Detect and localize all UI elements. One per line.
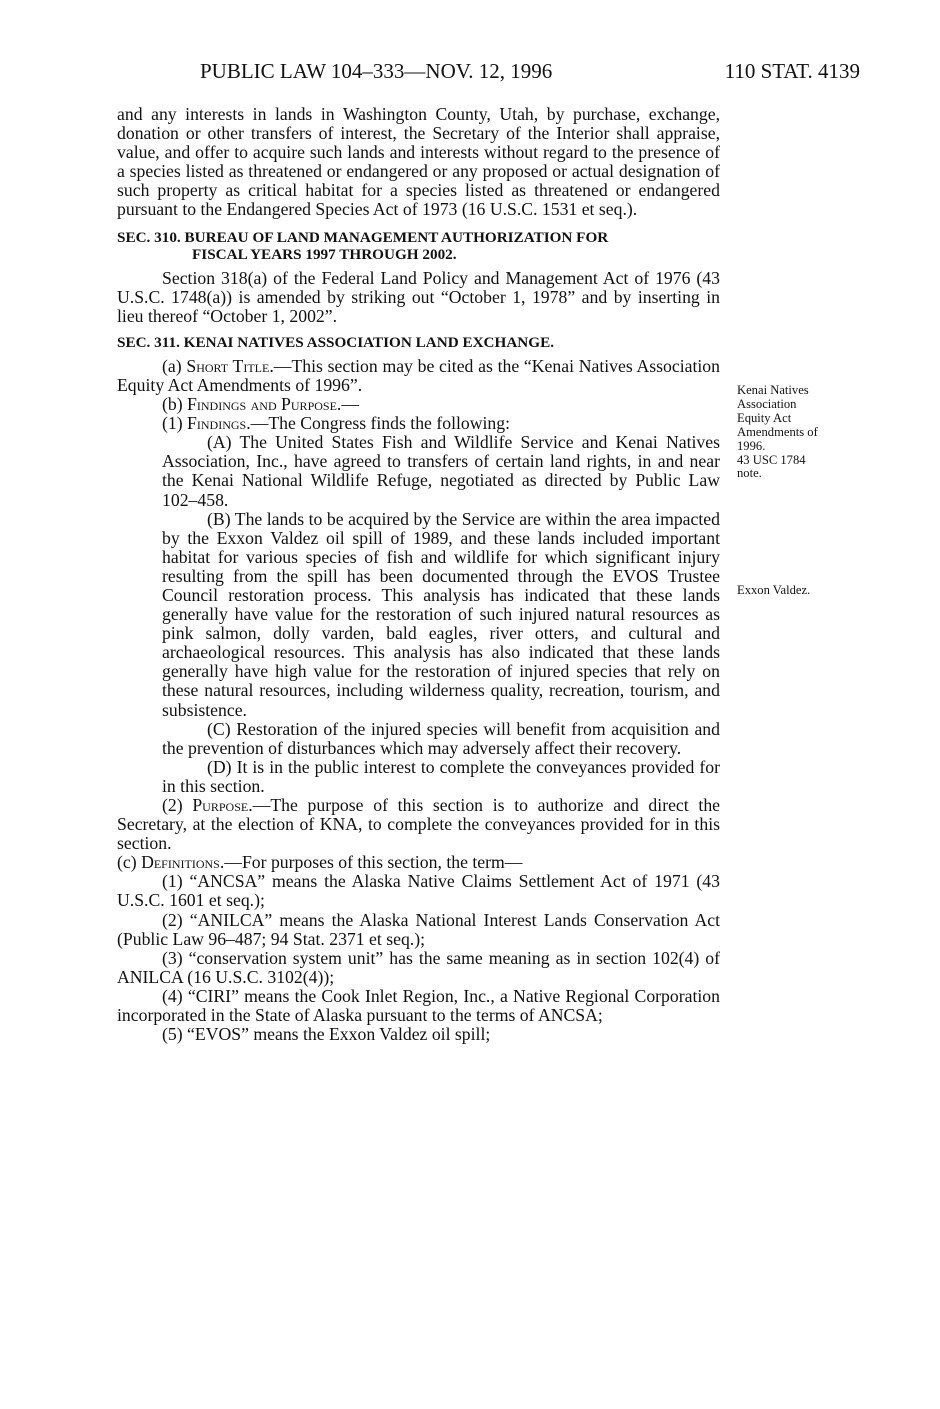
paragraph-b1 <box>117 414 720 433</box>
margin-note-line: note. <box>737 466 762 481</box>
section-310-text: Section 318(a) of the Federal Land Policy and Management Act of 1976 (43 U.S.C. 1748(a)) is amended by striking out “October 1, 1978” and by inserting in lieu thereof “October 1, 2002”. <box>117 267 720 326</box>
finding-B: (B) The lands to be acquired by the Service are within the area impacted by the Exxon Valdez oil spill of 1989, and these lands included important habitat for various species of fish and wildlife for which significant injury resulting from the spill has been documented through the EVOS Trustee Council restoration process. This analysis has indicated that these lands generally have value for the restoration of such injured natural resources as pink salmon, dolly varden, bald eagles, river otters, and cultural and archaeological resources. This analysis has also indicated that these lands generally have high value for the restoration of injured species that rely on these natural resources, including wilderness quality, recreation, tourism, and subsistence. <box>162 508 720 720</box>
section-310-heading <box>117 229 720 263</box>
margin-note-exxon <box>737 584 857 598</box>
paragraph-b2-label: Purpose <box>192 795 249 815</box>
margin-note-line: 43 USC 1784 <box>737 452 806 467</box>
subsection-b <box>117 395 720 414</box>
paragraph-b2-prefix: (2) <box>162 795 193 815</box>
subsection-c-prefix: (c) <box>117 852 142 873</box>
body-text <box>117 105 720 1044</box>
subsection-a-text: .—This section may be cited as the “Kenai Natives Association Equity Act Amendments of 1996”. <box>117 355 720 395</box>
margin-note-line: 1996. <box>737 438 766 453</box>
margin-note-short-title <box>737 384 857 481</box>
subsection-b-label: Findings and Purpose <box>187 394 337 415</box>
subsection-c-label: Definitions <box>141 852 220 873</box>
subsection-a <box>117 357 720 395</box>
running-head <box>200 56 860 86</box>
margin-note-line: Exxon Valdez. <box>737 583 811 597</box>
margin-note-line: Kenai Natives <box>737 383 809 397</box>
paragraph-b2 <box>117 796 720 853</box>
subsection-a-prefix: (a) <box>162 355 187 376</box>
section-311-heading: SEC. 311. KENAI NATIVES ASSOCIATION LAND EXCHANGE. <box>117 333 555 351</box>
statute-page-number: 110 STAT. 4139 <box>724 59 860 83</box>
paragraph-b1-label: Findings <box>187 413 247 434</box>
subsection-a-label: Short Title <box>186 355 270 376</box>
definition-1: (1) “ANCSA” means the Alaska Native Claims Settlement Act of 1971 (43 U.S.C. 1601 et seq.); <box>117 871 720 911</box>
paragraph-b1-prefix: (1) <box>162 413 188 434</box>
margin-note-line: Amendments of <box>737 424 818 439</box>
margin-note-line: Equity Act <box>737 410 792 425</box>
subsection-c <box>117 853 720 872</box>
subsection-b-text: .— <box>336 394 360 415</box>
finding-D: (D) It is in the public interest to complete the conveyances provided for in this section. <box>162 756 720 796</box>
definition-2: (2) “ANILCA” means the Alaska National Interest Lands Conservation Act (Public Law 96–487; 94 Stat. 2371 et seq.); <box>117 909 720 949</box>
paragraph-continuation: and any interests in lands in Washington County, Utah, by purchase, exchange, donation or other transfers of interest, the Secretary of the Interior shall appraise, value, and offer to acquire such lands and interests without regard to the presence of a species listed as threatened or endangered or any proposed or actual designation of such property as critical habitat for a species listed as threatened or endangered pursuant to the Endangered Species Act of 1973 (16 U.S.C. 1531 et seq.). <box>117 104 720 220</box>
margin-note-line: Association <box>737 396 797 411</box>
finding-C: (C) Restoration of the injured species will benefit from acquisition and the prevention of disturbances which may adversely affect their recovery. <box>162 718 720 758</box>
paragraph-b2-text: .—The purpose of this section is to authorize and direct the Secretary, at the election of KNA, to complete the conveyances provided for in this section. <box>117 795 721 854</box>
section-310-heading-line2: FISCAL YEARS 1997 THROUGH 2002. <box>192 245 457 263</box>
definition-4: (4) “CIRI” means the Cook Inlet Region, Inc., a Native Regional Corporation incorporated in the State of Alaska pursuant to the terms of ANCSA; <box>117 985 720 1026</box>
definition-5: (5) “EVOS” means the Exxon Valdez oil spill; <box>162 1024 491 1045</box>
paragraph-b1-text: .—The Congress finds the following: <box>246 413 511 434</box>
subsection-b-prefix: (b) <box>162 394 188 415</box>
finding-A: (A) The United States Fish and Wildlife Service and Kenai Natives Association, Inc., have agreed to transfers of certain land rights, in and near the Kenai National Wildlife Refuge, negotiated as directed by Public Law 102–458. <box>162 432 720 510</box>
law-title: PUBLIC LAW 104–333—NOV. 12, 1996 <box>200 59 553 83</box>
subsection-c-text: .—For purposes of this section, the term— <box>219 852 523 873</box>
definition-3: (3) “conservation system unit” has the same meaning as in section 102(4) of ANILCA (16 U.S.C. 3102(4)); <box>117 947 720 987</box>
section-310-heading-line1: SEC. 310. BUREAU OF LAND MANAGEMENT AUTHORIZATION FOR <box>117 228 609 246</box>
